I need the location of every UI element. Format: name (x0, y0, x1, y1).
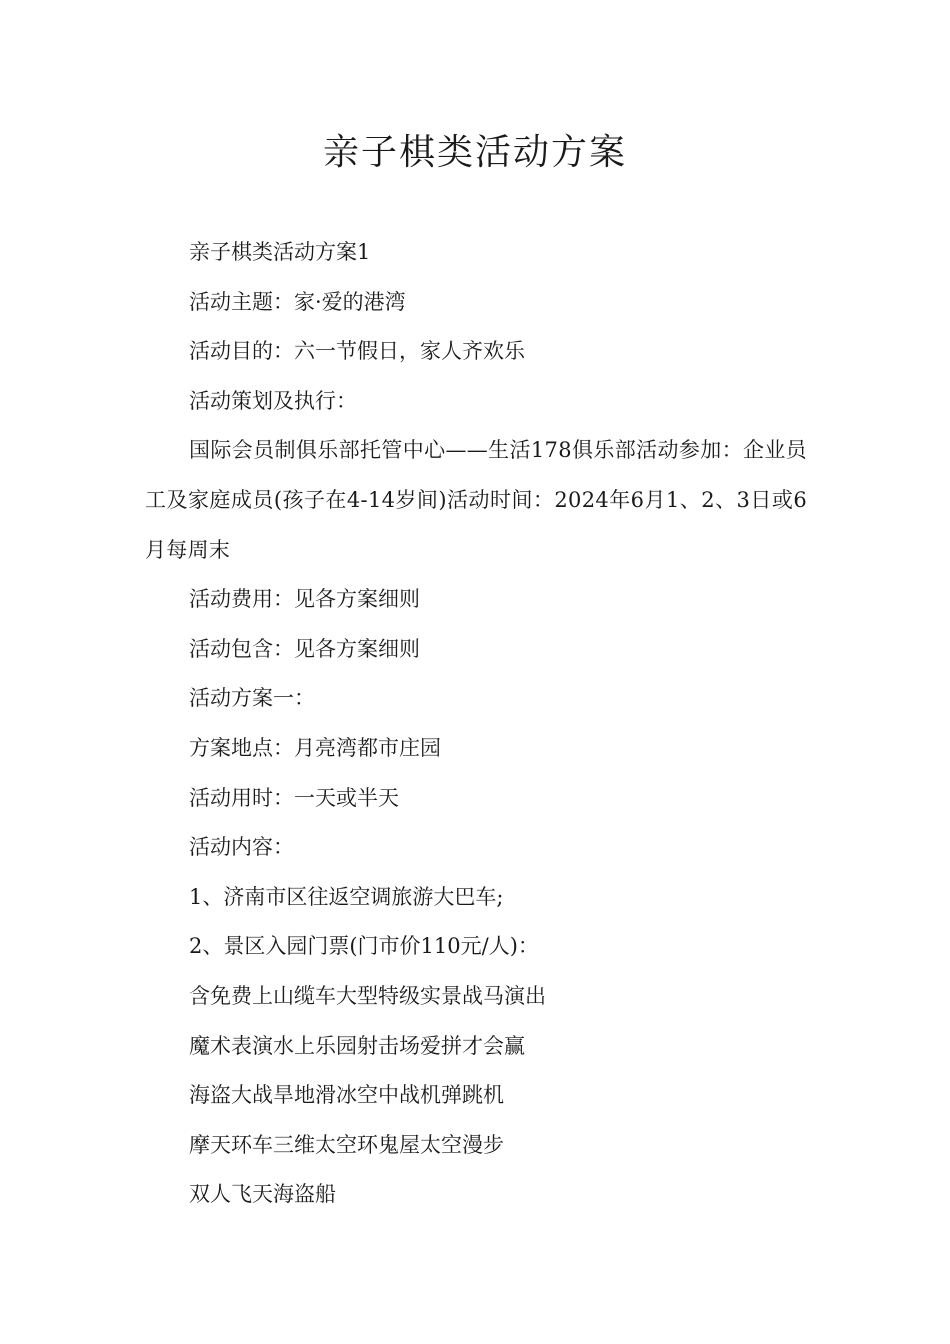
ticket-includes-line-2: 魔术表演水上乐园射击场爱拼才会赢 (189, 1033, 525, 1058)
content-item-tickets: 2、景区入园门票(门市价110元/人)： (189, 934, 539, 959)
ticket-includes-line-1: 含免费上山缆车大型特级实景战马演出 (189, 983, 546, 1008)
activity-fee: 活动费用：见各方案细则 (189, 587, 420, 612)
activity-purpose: 活动目的：六一节假日，家人齐欢乐 (189, 339, 525, 364)
content-item-bus: 1、济南市区往返空调旅游大巴车; (189, 884, 504, 909)
plan-one-heading: 活动方案一： (189, 686, 315, 711)
activity-planning: 活动策划及执行： (189, 388, 357, 413)
document-body (145, 228, 807, 1220)
ticket-includes-line-3: 海盗大战旱地滑冰空中战机弹跳机 (189, 1083, 504, 1108)
activity-content-heading: 活动内容： (189, 835, 294, 860)
ticket-includes-line-5: 双人飞天海盗船 (189, 1182, 336, 1207)
activity-organizer-details: 国际会员制俱乐部托管中心——生活178俱乐部活动参加：企业员工及家庭成员(孩子在4-14岁间)活动时间：2024年6月1、2、3日或6月每周末 (145, 438, 807, 562)
document-title: 亲子棋类活动方案 (322, 132, 627, 173)
ticket-includes-line-4: 摩天环车三维太空环鬼屋太空漫步 (189, 1132, 504, 1157)
plan-location: 方案地点：月亮湾都市庄园 (189, 735, 441, 760)
activity-theme: 活动主题：家·爱的港湾 (189, 289, 406, 314)
activity-includes: 活动包含：见各方案细则 (189, 636, 420, 661)
plan-heading: 亲子棋类活动方案1 (189, 240, 371, 264)
activity-duration: 活动用时：一天或半天 (189, 785, 399, 810)
